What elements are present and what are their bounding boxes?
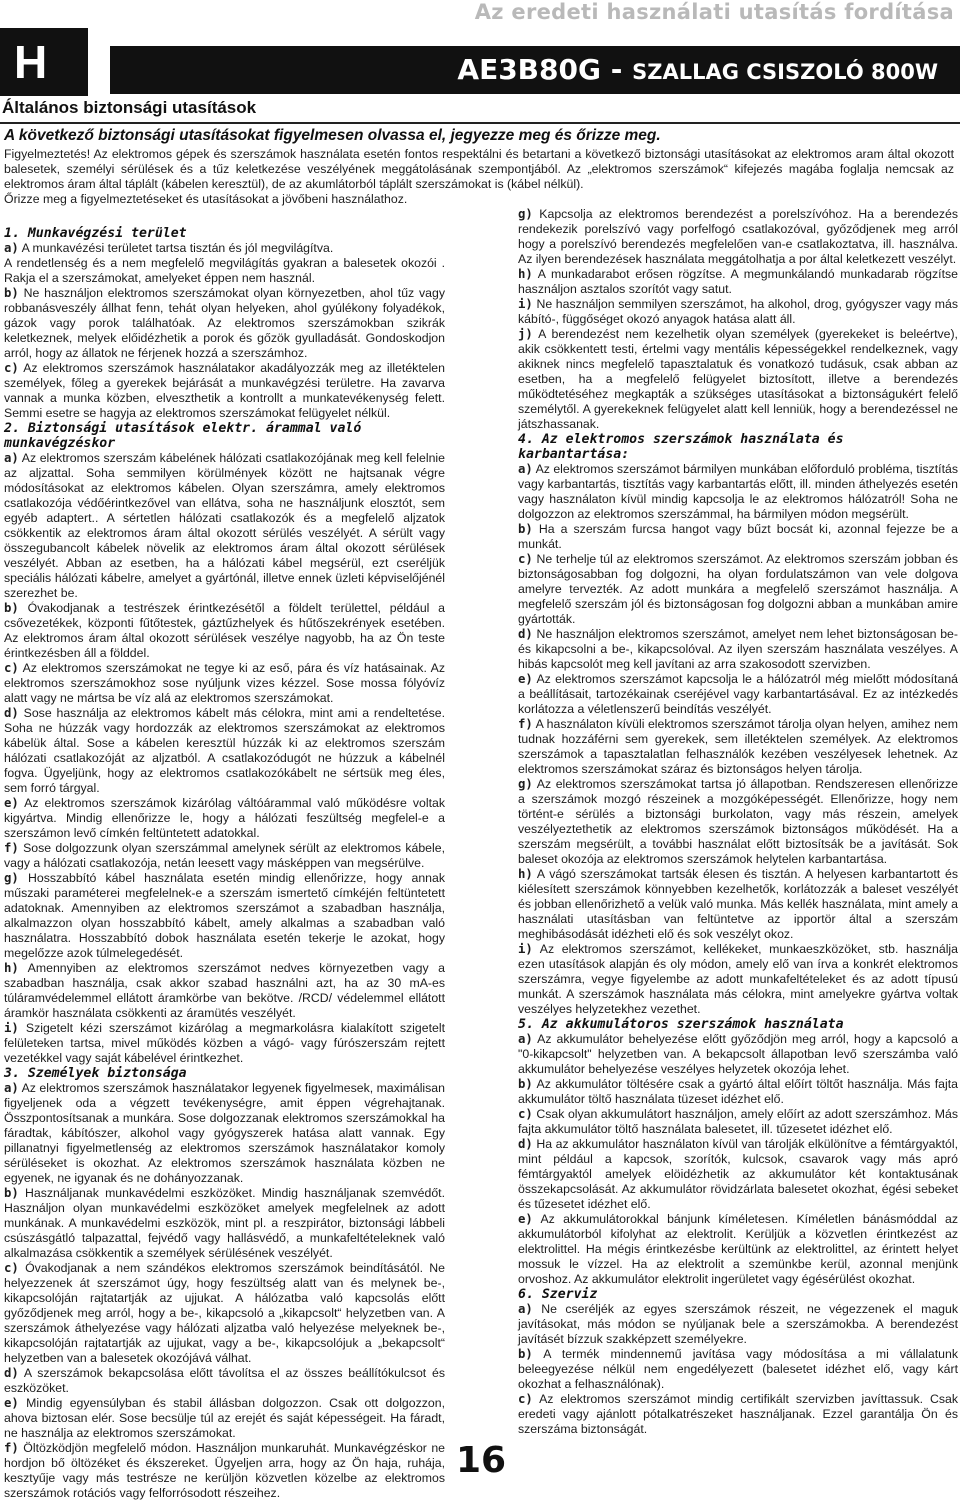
item-label: g)	[4, 871, 19, 885]
item-label: b)	[4, 601, 19, 615]
instruction-paragraph	[518, 207, 958, 267]
language-badge: H	[0, 28, 88, 96]
item-text: Sose használja az elektromos kábelt más célokra, mint ami a rendeltetése. Soha ne húzzák vagy hordozzák az elektromos szerszámokat az elektromos kábelük által. Sose a kábelen keresztül húzzák ki az elektromos szerszám hálózati csatlakozóját az aljzatból. A csatlakozódugót ne húzzuk a kábelnél fogva. Ügyeljünk, hogy az elektromos csatlakozókábelt ne sértsük meg éles, sem forró tárgyal.	[4, 706, 446, 795]
item-text: A használaton kívüli elektromos szerszámot tárolja olyan helyen, amihez nem tudnak hozzáférni sem gyerekek, sem illetéktelen személyek. Az elektromos szerszámok a tapasztalatlan felhasználók kezében veszélyesek lehetnek. Az elektromos szerszámokat száraz és biztonságos helyen tárolja.	[518, 717, 958, 776]
item-label: b)	[518, 1347, 533, 1361]
item-text: Az elektromos szerszámot kapcsolja le a hálózatról még mielőtt módosítaná a beállításait, tartozékainak cseréjével vagy karbantartásával. Ez az intézkedés korlátozza a véletlenszerű beindítás veszélyét.	[518, 672, 958, 716]
right-column	[518, 207, 958, 1437]
instruction-paragraph	[4, 1186, 445, 1261]
item-label: j)	[518, 327, 533, 341]
item-text: A szerszámok bekapcsolása előtt távolítsa el az összes beállítókulcsot és eszközöket.	[4, 1366, 445, 1395]
instruction-paragraph	[4, 1021, 445, 1066]
section-divider	[0, 122, 960, 124]
item-text: Óvakodjanak a nem szándékos elektromos szerszámok beindításától. Ne helyezzenek át szerszámot úgy, hogy feszültség alatt van és melynek be-, kikapcsolóján rajtatartják az ujjukat. A hálózatba való kapcsolás előtt győződjenek meg arról, hogy a be-, kikapcsoló a „kikapcsolt“ helyzetben van. A szerszámok áthelyezése vagy hálózati aljzatba való helyezése melyeknek be-, kikapcsolóján rajtatartják az ujjukat, vagy a be-, kikapcsolójuk a „bekapcsolt“ helyzetben van a balesetek okozójává válhat.	[4, 1261, 445, 1365]
item-text: Óvakodjanak a testrészek érintkezésétől a földelt területtel, például a csővezetékek, központi fűtőtestek, gáztűzhelyek és hűtőszekrények esetében. Az elektromos áram által okozott sérülések veszélye nagyobb, ha az Ön teste érintkezésben áll a földdel.	[4, 601, 445, 660]
item-text: Az elektromos szerszámot mindig certifikált szervizben javíttassuk. Csak eredeti vagy ajánlott pótalkatrészeket használjanak. Ezzel garantálja Ön és szerszáma biztonságát.	[518, 1392, 958, 1436]
item-label: d)	[518, 1137, 533, 1151]
instruction-paragraph	[4, 361, 445, 421]
instruction-paragraph	[4, 286, 445, 361]
item-label: c)	[4, 1261, 19, 1275]
item-text: Használjanak munkavédelmi eszközöket. Mindig használjanak szemvédőt. Használjon olyan munkavédelmi eszközöket amelyek megfelelnek az adott munkának. A munkavédelmi eszközök, mint pl. a reszpirátor, biztonsági lábbeli csúszásgátló talpazattal, fejvédő vagy hallásvédő, a munkafeltételeknek való alkalmazása csökkentik a személyek sérülésének veszélyét.	[4, 1186, 445, 1260]
instruction-paragraph	[4, 601, 445, 661]
item-label: h)	[4, 961, 19, 975]
item-label: c)	[4, 661, 19, 675]
instruction-paragraph	[518, 672, 958, 717]
section-heading: 3. Személyek biztonsága	[4, 1066, 187, 1081]
instruction-paragraph	[518, 1347, 958, 1392]
item-text: Sose dolgozzunk olyan szerszámmal amelynek sérült az elektromos kábele, vagy a hálózati csatlakozója, netán leesett vagy másképpen van megsérülve.	[4, 841, 445, 870]
item-label: a)	[4, 241, 19, 255]
instruction-paragraph	[518, 462, 958, 522]
item-text: Ha a szerszám furcsa hangot vagy bűzt bocsát ki, azonnal fejezze be a munkát.	[518, 522, 959, 551]
instruction-paragraph	[518, 267, 958, 297]
item-text: Az elektromos szerszámok használatakor akadályozzák meg az illetéktelen személyek, főleg a gyerekek bejárását a munkavégzési területre. Ha zavarva vannak a munka közben, elveszthetik a kontrollt a munkatevékenység felett. Semmi esetre se hagyja az elektromos szerszámokat felügyelet nélkül.	[4, 361, 445, 420]
item-text: Az elektromos szerszámok használatakor legyenek figyelmesek, maximálisan figyeljenek oda a végzett tevékenységre, amit éppen végrehajtanak. Összpontosítsanak a munkára. Sose dolgozzanak elektromos szerszámokkal ha fáradtak, kábítószer, alkohol vagy gyógyszerek hatása alatt vannak. Egy pillanatnyi figyelmetlenség az elektromos szerszámok használatakor komoly sérüléseket is okozhat. Az elektromos szerszámok használata közben ne egyenek, ne igyanak és ne dohányozzanak.	[4, 1081, 445, 1185]
item-label: d)	[518, 627, 533, 641]
instruction-paragraph	[4, 1441, 445, 1501]
item-text: Csak olyan akkumulátort használjon, amely előírt az adott szerszámhoz. Más fajta akkumulátor töltő használata balesetet, ill. tűzesetet idézhet elő.	[518, 1107, 958, 1136]
item-text: Ne használjon semmilyen szerszámot, ha alkohol, drog, gyógyszer vagy más kábító-, függőséget okozó anyagok hatása alatt áll.	[518, 297, 959, 326]
instruction-paragraph	[4, 961, 445, 1021]
item-text: Ha az akkumulátor használaton kívül van tárolják elkülönítve a fémtárgyaktól, mint például a kapcsok, szorítók, kulcsok, csavarok vagy más apró fémtárgyaktól amelyek elöidézhetik az akkumulátor két kontaktusának összekapcsolását. Az akkumulátor rövidzárlata balesetet okozhat, égési sebeket és tűzesetet idézhet elő.	[518, 1137, 958, 1211]
item-text: Ne cseréljék az egyes szerszámok részeit, ne végezzenek el maguk javításokat, más módon se nyúljanak bele a szerszámokba. A berendezést javításét bízzuk szakképzett személyekre.	[518, 1302, 958, 1346]
instruction-paragraph	[4, 451, 445, 601]
item-label: e)	[4, 796, 19, 810]
section-title: Általános biztonsági utasítások	[2, 98, 257, 117]
item-text: Szigetelt kézi szerszámot kizárólag a megmarkolásra kialakított szigetelt felületeken tartsa, mivel működés közben a vágó- vagy fúrószerszám rejtett vezetékkel vagy saját kábelével érintkezhet.	[4, 1021, 445, 1065]
item-label: h)	[518, 267, 533, 281]
item-text: Ne használjon elektromos szerszámot, amelyet nem lehet biztonságosan be- és kikapcsolni a be-, kikapcsolóval. Az ilyen szerszám használata veszélyes. A hibás kapcsolót meg kell javítani az arra szakosodott szervizben.	[518, 627, 958, 671]
item-label: f)	[518, 717, 533, 731]
item-label: h)	[518, 867, 533, 881]
item-label: a)	[4, 451, 19, 465]
section-heading: 5. Az akkumulátoros szerszámok használata	[518, 1017, 844, 1032]
item-label: d)	[4, 1366, 19, 1380]
intro-warning: Figyelmeztetés! Az elektromos gépek és szerszámok használata esetén fontos respektálni és betartani a következő biztonsági utasításokat az elektromos aram által okozott balesetek, személyi sérülések és a tűz keletkezése veszélyének meggátolásának szempontjából. Az „elektromos szerszámok“ kifejezés magába foglalja nemcsak az elektromos áram által táplált (kábelen keresztül), de az akumlátorból táplált szerszámokat is (kábel nélkül).	[4, 147, 954, 191]
item-text: Amennyiben az elektromos szerszámot nedves környezetben vagy a szabadban használja, csak akkor szabad használni azt, ha az 30 mA-es túláramvédelemmel ellátott áramkörbe van bekötve. /RCD/ védelemmel ellátott áramkör használata csökkenti az áramütés veszélyét.	[4, 961, 445, 1020]
item-text: Az akkumulátorokkal bánjunk kíméletesen. Kíméletlen bánásmóddal az akkumulátorból kifolyhat az elektrolit. Kerüljük a közvetlen érintkezést az elektrolittel. Ha mégis érintkezésbe kerültünk az elektrolittel, az érintett helyet mossuk le vízzel. Ha az elektrolit a szemünkbe kerül, azonnal menjünk orvoshoz. Az akkumulátor elektrolit ingerületet vagy égésérülést okozhat.	[518, 1212, 958, 1286]
item-label: b)	[518, 1077, 533, 1091]
instruction-paragraph	[518, 1077, 958, 1107]
instruction-paragraph	[518, 1212, 958, 1287]
item-label: c)	[4, 361, 19, 375]
page-number: 16	[456, 1440, 507, 1481]
item-text: Az elektromos szerszámot, kellékeket, munkaeszközöket, stb. használja ezen utasítások alapján és oly módon, amely elő van írva a konkrét elektromos szerszámra, vegye figyelembe az adott munkafeltételeket és az adott típusú munkát. A szerszámok használata más célokra, mint amelyekre gyártva voltak veszélyes helyzetekhez vezethet.	[518, 942, 958, 1016]
item-text: Az akkumulátor behelyezése előtt győződjön meg arról, hogy a kapcsoló a "0-kikapcsolt" helyzetben van. A bekapcsolt állapotban levő szerszámba való akkumulátor behelyezése veszélyes helyzetek okozója lehet.	[518, 1032, 958, 1076]
instruction-paragraph	[4, 706, 445, 796]
instruction-paragraph	[4, 841, 445, 871]
instruction-paragraph	[518, 297, 958, 327]
item-label: a)	[518, 1032, 533, 1046]
instruction-paragraph	[4, 1396, 445, 1441]
instruction-paragraph	[4, 1366, 445, 1396]
item-label: c)	[518, 1107, 533, 1121]
item-label: a)	[518, 1302, 533, 1316]
product-name: SZALLAG CSISZOLÓ 800W	[632, 60, 938, 84]
instruction-paragraph	[518, 1107, 958, 1137]
item-label: e)	[518, 1212, 533, 1226]
item-text: Az elektromos szerszámot bármilyen munkában előforduló probléma, tisztítás vagy karbantartás, tisztítás vagy karbantartás előtt, ill. minden áthelyezés esetén vagy használaton kívül mindig kapcsolja le az elektromos hálózatról! Soha ne dolgozzon az elektromos szerszámmal, ha bármilyen módon megsérült.	[518, 462, 958, 521]
item-label: d)	[4, 706, 19, 720]
item-label: e)	[4, 1396, 19, 1410]
instruction-paragraph	[518, 1302, 958, 1347]
instruction-paragraph	[4, 871, 445, 961]
instruction-paragraph	[4, 1081, 445, 1186]
item-text: Az elektromos szerszám kábelének hálózati csatlakozójának meg kell felelnie az aljzattal. Soha semmilyen körülmények között ne hajtsanak végre módosításokat az elektromos kábelen. Olyan szerszámra, amely elektromos csatlakozója védőérintkezővel van ellátva, soha ne használjunk elosztót, sem egyéb adaptert.. A sértetlen hálózati csatlakozók és a megfelelő aljzatok csökkentik az elektromos áram által okozott sérülés veszélyét. A sérült vagy összegubancolt kábelek növelik az elektromos áram által okozott sérülések veszélyét. Abban az esetben, ha a hálózati kábel megsérül, ezt cseréljük speciális hálózati kábelre, amelyet a gyártónál, illetve ennek üzleti képviselőjénél szerezhet be.	[4, 451, 445, 600]
instruction-paragraph	[518, 1032, 958, 1077]
instruction-paragraph	[518, 627, 958, 672]
item-label: f)	[4, 1441, 19, 1455]
item-label: b)	[4, 1186, 19, 1200]
instruction-paragraph	[4, 241, 445, 256]
instruction-paragraph	[4, 1261, 445, 1366]
instruction-paragraph	[4, 796, 445, 841]
item-label: i)	[518, 297, 533, 311]
intro-heading: A következő biztonsági utasításokat figyelmesen olvassa el, jegyezze meg és őrizze meg.	[4, 127, 661, 144]
section-heading: 2. Biztonsági utasítások elektr. árammal való munkavégzéskor	[4, 421, 362, 451]
item-label: a)	[4, 1081, 19, 1095]
intro-text	[4, 147, 954, 207]
model-code: AE3B80G -	[457, 53, 633, 86]
item-text: A berendezést nem kezelhetik olyan személyek (gyerekeket is beleértve), akik csökkentett testi, értelmi vagy mentális képességekkel rendelkeznek, vagy akiknek nincs megfelelő tapasztalatuk és vonatkozó tudásuk, csak abban az esetben, ha a megfelelő felügyelet biztosított, illetve a berendezés működtetéséhez megkapták a szükséges utasításokat a biztonságukért felelő személytől. A gyerekeknek felügyelet alatt kell lenniük, hogy a berendezéssel ne játszhassanak.	[518, 327, 958, 431]
instruction-paragraph	[518, 867, 958, 942]
instruction-paragraph	[518, 522, 958, 552]
item-text: Az elektromos szerszámokat tartsa jó állapotban. Rendszeresen ellenőrizze a szerszámok mozgó részeinek a mozgóképességét. Ellenőrizze, hogy nem történt-e sérülés a biztonsági burkolaton, vagy más részein, amelyek veszélyeztethetik az elektromos szerszámok biztonságos működését. Ha a szerszám megsérült, a további használat előtt biztosítsák be a javítását. Sok baleset okozója az elektromos szerszámok helytelen karbantartása.	[518, 777, 958, 866]
instruction-paragraph	[518, 777, 958, 867]
item-text: A vágó szerszámokat tartsák élesen és tisztán. A helyesen karbantartott és kiélesített szerszámok könnyebben kezelhetők, korlátozzák a baleset veszélyét és jobban ellenőrizhető a velük való munka. Más kellék használata, mint amely a használati utasításban van feltüntetve az ipportör által a szerszám meghibásodását idézheti elő és sok veszélyt okoz.	[518, 867, 958, 941]
item-label: b)	[4, 286, 19, 300]
item-label: c)	[518, 552, 533, 566]
section-heading: 6. Szerviz	[518, 1287, 598, 1302]
item-text: Mindig egyensúlyban és stabil állásban dolgozzon. Csak ott dolgozzon, ahova biztosan elér. Sose becsülje túl az erejét és saját képességeit. Ha fáradt, ne használja az elektromos szerszámokat.	[4, 1396, 445, 1440]
item-text: Ne terhelje túl az elektromos szerszámot. Az elektromos szerszám jobban és biztonságosabban fog dolgozni, ha olyan fordulatszámon van vele dolgova amelyre tervezték. Az adott munkára a megfelelő szerszámot használja. A megfelelő szerszám jól és biztonságosan fog dolgozni abban a munkában amire gyártották.	[518, 552, 959, 626]
item-text: Az elektromos szerszámokat ne tegye ki az eső, pára és víz hatásainak. Az elektromos szerszámokhoz sose nyúljunk vizes kézzel. Sose mossa fólyóvíz alatt vagy ne mártsa be víz alá az elektromos szerszámokat.	[4, 661, 445, 705]
item-label: i)	[4, 1021, 19, 1035]
item-text: Az elektromos szerszámok kizárólag váltóárammal való működésre voltak kigyártva. Mindig ellenőrizze le, hogy a hálózati feszültség megfelel-e a szerszámon levő címkén feltüntetett adatokkal.	[4, 796, 445, 840]
section-heading: 1. Munkavégzési terület	[4, 226, 187, 241]
instruction-paragraph	[518, 717, 958, 777]
intro-keep-note: Őrizze meg a figyelmeztetéseket és utasításokat a jövőbeni használathoz.	[4, 192, 408, 206]
item-text: A munkavézési területet tartsa tisztán és jól megvilágítva.	[21, 241, 334, 255]
document-subtitle: Az eredeti használati utasítás fordítása	[474, 0, 954, 24]
instruction-paragraph	[518, 327, 958, 432]
item-label: f)	[4, 841, 19, 855]
instruction-paragraph	[518, 1392, 958, 1437]
item-label: a)	[518, 462, 533, 476]
instruction-paragraph	[518, 1137, 958, 1212]
product-title	[110, 46, 960, 94]
item-text: A munkadarabot erősen rögzítse. A megmunkálandó munkadarab rögzítse használjon asztalos szorítót vagy satut.	[518, 267, 958, 296]
item-text: A rendetlenség és a nem megfelelő megvilágítás gyakran a balesetek okozói . Rakja el a szerszámokat, amelyeket éppen nem használ.	[4, 256, 445, 285]
instruction-paragraph	[4, 256, 445, 286]
item-label: g)	[518, 207, 533, 221]
item-text: Ne használjon elektromos szerszámokat olyan környezetben, ahol tűz vagy robbanásveszély állhat fenn, tehát olyan helyeken, ahol gyúlékony folyadékok, gázok vagy porok találhatóak. Az elektromos szerszámokban szikrák keletkeznek, melyek előidézhetik a porok és gőzök gyulladását. Gondoskodjon arról, hogy az állatok ne férjenek hozzá a szerszámhoz.	[4, 286, 445, 360]
instruction-paragraph	[518, 942, 958, 1017]
item-text: A termék mindennemű javítása vagy módosítása a mi vállalatunk beleegyezése nélkül nem engedélyezett (balesetet idézhet elő, vagy kárt okozhat a felhasználónak).	[518, 1347, 958, 1391]
item-text: Öltözködjön megfelelő módon. Használjon munkaruhát. Munkavégzéskor ne hordjon bő öltözéket és ékszereket. Ügyeljen arra, hogy az Ön haja, ruhája, kesztyűje vagy más testrésze ne kerüljön közvetlen közelbe az elektromos szerszámok rotációs vagy felforrósodott részeihez.	[4, 1441, 446, 1500]
instruction-paragraph	[518, 552, 958, 627]
item-label: i)	[518, 942, 533, 956]
item-text: Hosszabbító kábel használata esetén mindig ellenőrizze, hogy annak műszaki paraméterei megfelelnek-e a szerszám ismertető címkéjén feltüntetett adatoknak. Amennyiben az elektromos szerszámot a szabadban használja, alkalmazzon olyan hosszabbító kábelt, amely alkalmas a szabadban való használatra. Hosszabbító dobok használata esetén tekerje le azokat, hogy megelőzze azok túlmelegedését.	[4, 871, 445, 960]
item-text: Kapcsolja az elektromos berendezést a porelszívóhoz. Ha a berendezés rendekezik porelszívó vagy porfelfogó csatlakozóval, győződjenek meg arról hogy a porelszívó berendezés megfelelően van-e csatlakoztatva, ill. használva. Az ilyen berendezések használata meggátolhatja a por által keletkezett veszélyt.	[518, 207, 958, 266]
item-label: e)	[518, 672, 533, 686]
item-label: g)	[518, 777, 533, 791]
item-text: Az akkumulátor töltésére csak a gyártó által előírt töltőt használja. Más fajta akkumulátor töltő használata tüzeset idézhet elő.	[518, 1077, 958, 1106]
instruction-paragraph	[4, 661, 445, 706]
left-column	[4, 226, 445, 1501]
item-label: c)	[518, 1392, 533, 1406]
item-label: b)	[518, 522, 533, 536]
section-heading: 4. Az elektromos szerszámok használata és karbantartása:	[518, 432, 844, 462]
